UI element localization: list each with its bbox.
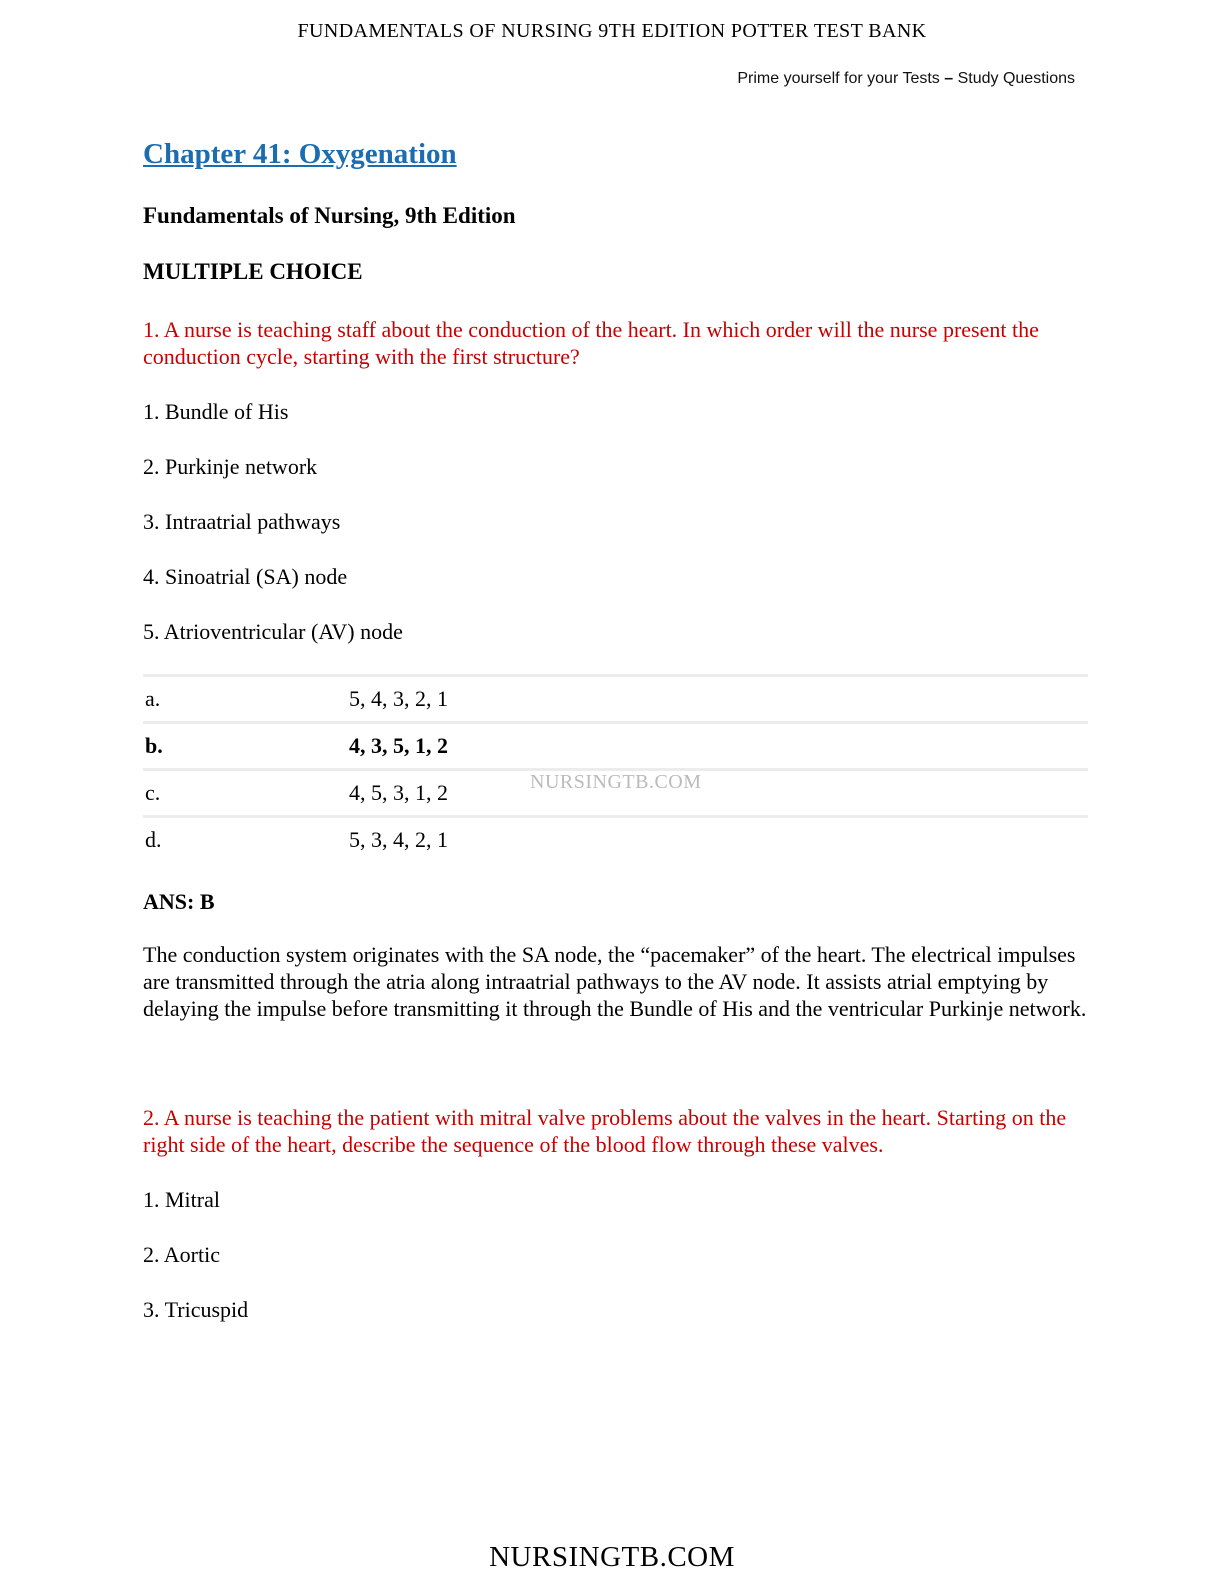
question-1-item-3: 3. Intraatrial pathways (143, 509, 341, 534)
inline-watermark: NURSINGTB.COM (530, 771, 702, 793)
option-row-a (143, 674, 1088, 721)
rationale-text: The conduction system originates with the SA node, the “pacemaker” of the heart. The electrical impulses are transmitted through the atria along intraatrial pathways to the AV node. It assists atrial emptying by delaying the impulse before transmitting it through the Bundle of His and the ventricular Purkinje network. (143, 942, 1087, 1021)
footer-watermark: NURSINGTB.COM (489, 1541, 735, 1573)
question-2-prompt: 2. A nurse is teaching the patient with mitral valve problems about the valves in the heart. Starting on the right side of the heart, describe the sequence of the blood flow through these valves. (143, 1105, 1067, 1157)
edition-tagline (0, 70, 1224, 88)
tagline-dash: – (944, 70, 954, 87)
question-1-item-4: 4. Sinoatrial (SA) node (143, 564, 348, 589)
option-label-a: a. (145, 686, 161, 711)
page-header-title: FUNDAMENTALS OF NURSING 9TH EDITION POTTER TEST BANK (297, 20, 927, 42)
option-label-d: d. (145, 827, 162, 852)
tagline-post: Study Questions (957, 70, 1075, 87)
option-row-b (143, 721, 1088, 768)
option-row-d (143, 815, 1088, 862)
chapter-title-link[interactable]: Chapter 41: Oxygenation (143, 138, 457, 170)
book-edition-heading: Fundamentals of Nursing, 9th Edition (143, 203, 516, 228)
option-value-d: 5, 3, 4, 2, 1 (349, 827, 448, 852)
question-2-item-1: 1. Mitral (143, 1187, 220, 1212)
question-1-item-5: 5. Atrioventricular (AV) node (143, 619, 403, 644)
option-label-b: b. (145, 733, 163, 758)
question-1-item-1: 1. Bundle of His (143, 399, 289, 424)
answer-line: ANS: B (143, 889, 215, 914)
option-label-c: c. (145, 780, 161, 805)
question-1-item-2: 2. Purkinje network (143, 454, 318, 479)
document-body (143, 138, 1088, 1323)
option-value-a: 5, 4, 3, 2, 1 (349, 686, 448, 711)
answer-options-table (143, 674, 1088, 862)
tagline-pre: Prime yourself for your Tests (737, 70, 940, 87)
question-2-item-3: 3. Tricuspid (143, 1297, 249, 1322)
question-2-item-2: 2. Aortic (143, 1242, 220, 1267)
option-value-c: 4, 5, 3, 1, 2 (349, 780, 448, 805)
chapter-title (143, 138, 1088, 171)
option-value-b: 4, 3, 5, 1, 2 (349, 733, 448, 758)
question-1-prompt: 1. A nurse is teaching staff about the conduction of the heart. In which order will the nurse present the conduction cycle, starting with the first structure? (143, 317, 1039, 369)
section-heading: MULTIPLE CHOICE (143, 259, 363, 284)
